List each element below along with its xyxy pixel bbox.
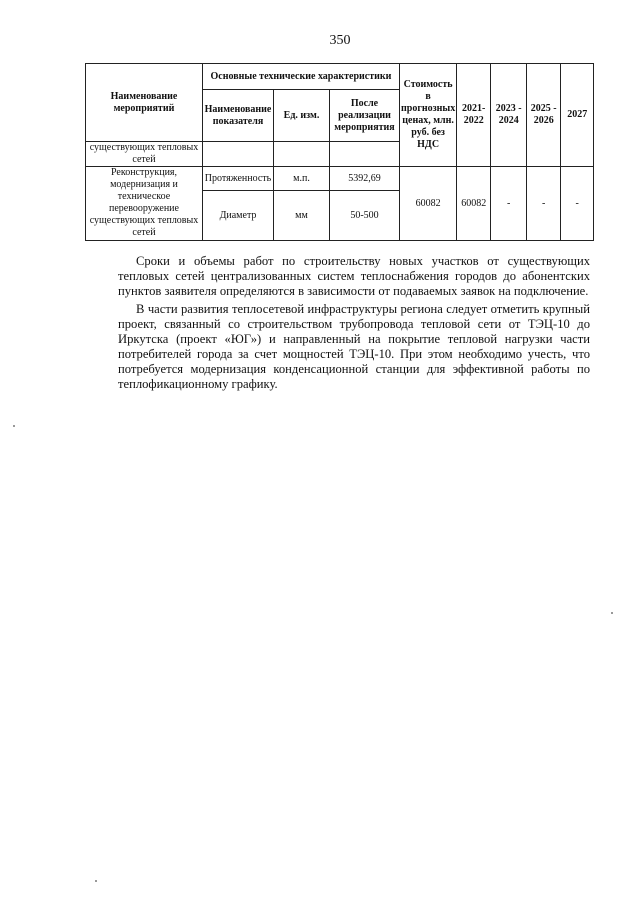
scan-speck: [13, 425, 15, 427]
body-text: [118, 254, 590, 392]
indicator-length: Протяженность: [203, 167, 274, 191]
measures-table: [85, 63, 594, 241]
header-measure-name: Наименование мероприятий: [86, 64, 203, 142]
header-years-2023-2024: 2023 - 2024: [491, 64, 527, 167]
cost-value: 60082: [400, 167, 457, 241]
value-2025-2026: -: [527, 167, 561, 241]
empty-cell: [203, 142, 274, 167]
header-year-2027: 2027: [561, 64, 594, 167]
page-number: 350: [329, 33, 351, 48]
header-years-2025-2026: 2025 - 2026: [527, 64, 561, 167]
empty-cell: [330, 142, 400, 167]
scan-speck: [611, 612, 613, 614]
empty-cell: [274, 142, 330, 167]
value-diameter: 50-500: [330, 191, 400, 241]
value-2027: -: [561, 167, 594, 241]
value-2023-2024: -: [491, 167, 527, 241]
header-unit: Ед. изм.: [274, 90, 330, 142]
header-years-2021-2022: 2021-2022: [457, 64, 491, 167]
header-tech-characteristics: Основные технические характеристики: [203, 64, 400, 90]
value-length: 5392,69: [330, 167, 400, 191]
header-cost: Стоимость в прогнозных ценах, млн. руб. без НДС: [400, 64, 457, 167]
value-2021-2022: 60082: [457, 167, 491, 241]
paragraph: В части развития теплосетевой инфраструктуры региона следует отметить крупный проект, связанный со строительством трубопровода тепловой сети от ТЭЦ-10 до Иркутска (проект «ЮГ») и направленный на покрытие тепловой нагрузки части потребителей города за счет мощностей ТЭЦ-10. При этом необходимо учесть, что потребуется модернизация конденсационной станции для эффективной работы по теплофикационному графику.: [118, 302, 590, 391]
scan-speck: [95, 880, 97, 882]
header-indicator-name: Наименование показателя: [203, 90, 274, 142]
unit-length: м.п.: [274, 167, 330, 191]
unit-diameter: мм: [274, 191, 330, 241]
paragraph: Сроки и объемы работ по строительству новых участков от существующих тепловых сетей централизованных систем теплоснабжения городов до абонентских пунктов заявителя определяются в зависимости от подаваемых заявок на подключение.: [118, 254, 590, 298]
header-after-implementation: После реализации мероприятия: [330, 90, 400, 142]
measure-cell: Реконструкция, модернизация и техническое перевооружение существующих тепловых сетей: [86, 167, 203, 241]
indicator-diameter: Диаметр: [203, 191, 274, 241]
continuation-label: существующих тепловых сетей: [86, 142, 203, 167]
